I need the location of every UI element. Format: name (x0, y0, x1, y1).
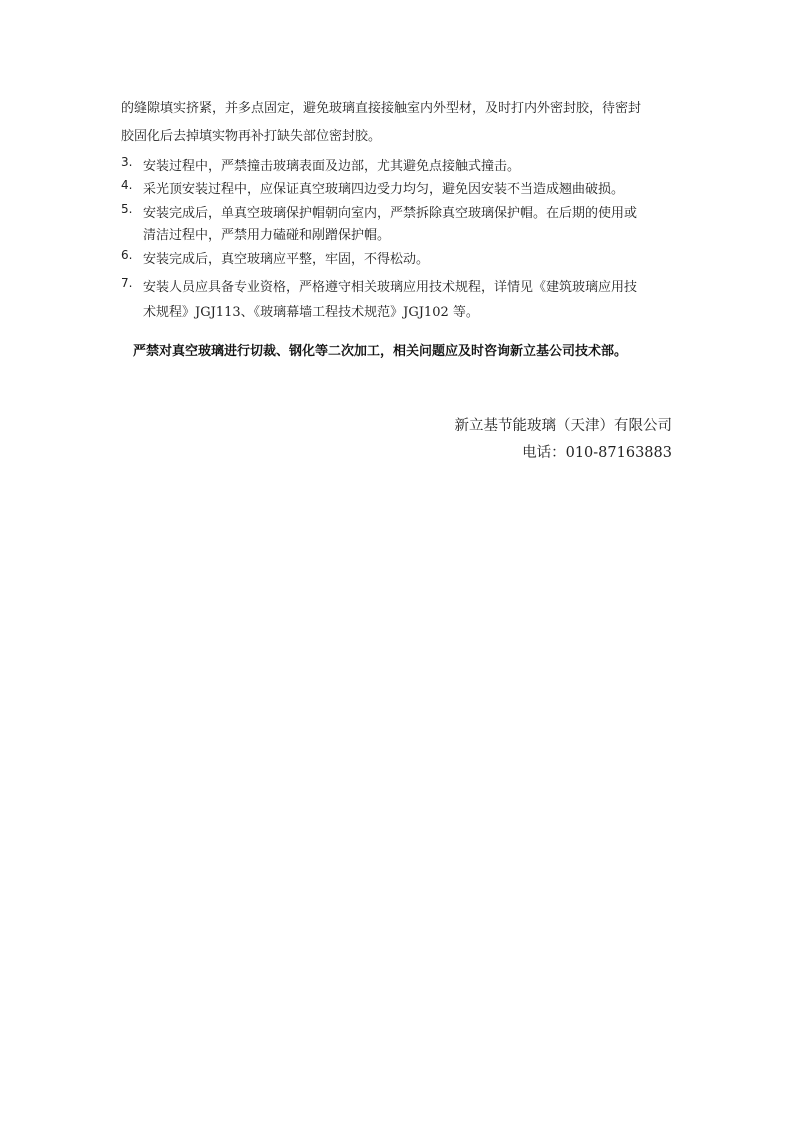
continuation-line-2: 胶固化后去掉填实物再补打缺失部位密封胶。 (121, 129, 382, 144)
list-item-number: 6. (121, 248, 133, 262)
list-item-text: 采光顶安装过程中，应保证真空玻璃四边受力均匀，避免因安装不当造成翘曲破损。 (143, 182, 625, 197)
list-item-text-line-2: 清洁过程中，严禁用力磕碰和剐蹭保护帽。 (143, 228, 391, 243)
list-item-text: 安装完成后，真空玻璃应平整，牢固，不得松动。 (143, 252, 430, 267)
continuation-line-1: 的缝隙填实挤紧，并多点固定，避免玻璃直接接触室内外型材，及时打内外密封胶，待密封 (121, 101, 642, 116)
list-item-number: 5. (121, 202, 133, 216)
company-phone: 电话：010-87163883 (522, 445, 672, 461)
list-item-number: 7. (121, 276, 133, 290)
list-item-text-line-1: 安装完成后，单真空玻璃保护帽朝向室内，严禁拆除真空玻璃保护帽。在后期的使用或 (143, 206, 638, 221)
company-name: 新立基节能玻璃（天津）有限公司 (454, 418, 672, 434)
list-item-number: 3. (121, 155, 133, 169)
warning-notice: 严禁对真空玻璃进行切裁、钢化等二次加工，相关问题应及时咨询新立基公司技术部。 (133, 344, 628, 359)
list-item-text: 安装过程中，严禁撞击玻璃表面及边部，尤其避免点接触式撞击。 (143, 159, 521, 174)
list-item-number: 4. (121, 178, 133, 192)
list-item-text-line-1: 安装人员应具备专业资格，严格遵守相关玻璃应用技术规程，详情见《建筑玻璃应用技 (143, 280, 638, 295)
list-item-text-line-2: 术规程》JGJ113、《玻璃幕墙工程技术规范》JGJ102 等。 (143, 305, 479, 320)
